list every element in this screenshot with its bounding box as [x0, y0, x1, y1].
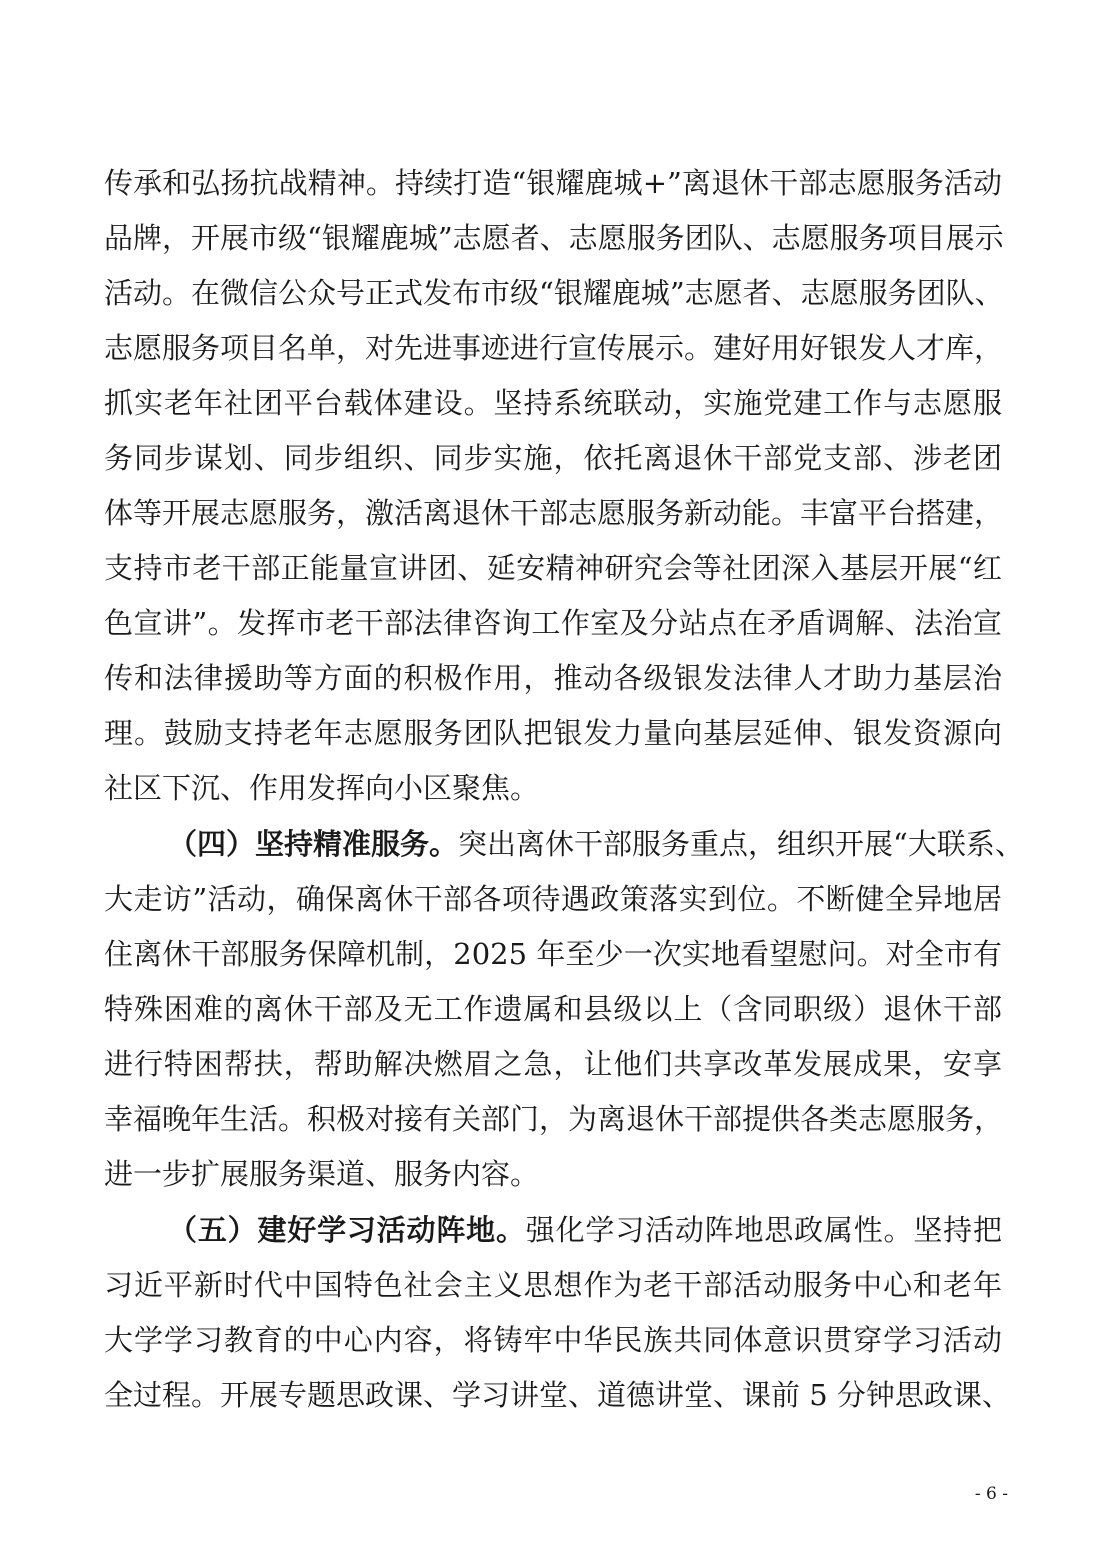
- paragraph-line: 品牌，开展市级“银耀鹿城”志愿者、志愿服务团队、志愿服务项目展示: [104, 221, 1004, 255]
- paragraph-line: 体等开展志愿服务，激活离退休干部志愿服务新动能。丰富平台搭建，: [104, 496, 1004, 530]
- page-number: - 6 -: [974, 1484, 1008, 1504]
- paragraph-line: 社区下沉、作用发挥向小区聚焦。: [104, 771, 540, 805]
- paragraph-line: 习近平新时代中国特色社会主义思想作为老干部活动服务中心和老年: [104, 1268, 1002, 1302]
- paragraph-line: 理。鼓励支持老年志愿服务团队把银发力量向基层延伸、银发资源向: [104, 716, 1002, 750]
- paragraph-line: 传承和弘扬抗战精神。持续打造“银耀鹿城+”离退休干部志愿服务活动: [104, 166, 1002, 200]
- section-5-first-line: [168, 1210, 1002, 1250]
- paragraph-line: 支持市老干部正能量宣讲团、延安精神研究会等社团深入基层开展“红: [104, 551, 1002, 585]
- paragraph-line: 特殊困难的离休干部及无工作遗属和县级以上（含同职级）退休干部: [104, 992, 1002, 1026]
- paragraph-line: 活动。在微信公众号正式发布市级“银耀鹿城”志愿者、志愿服务团队、: [104, 276, 1004, 310]
- paragraph-line: 大走访”活动，确保离休干部各项待遇政策落实到位。不断健全异地居: [104, 882, 1002, 916]
- section-4-first-line-text: 突出离休干部服务重点，组织开展“大联系、: [458, 827, 1024, 861]
- paragraph-line: 进一步扩展服务渠道、服务内容。: [104, 1157, 540, 1191]
- section-4-first-line: [168, 824, 1024, 864]
- section-4-heading: （四）坚持精准服务。: [168, 827, 459, 861]
- paragraph-line: 住离休干部服务保障机制，2025 年至少一次实地看望慰问。对全市有: [104, 937, 1002, 971]
- paragraph-line: 进行特困帮扶，帮助解决燃眉之急，让他们共享改革发展成果，安享: [104, 1047, 1002, 1081]
- paragraph-line: 传和法律援助等方面的积极作用，推动各级银发法律人才助力基层治: [104, 661, 1002, 695]
- paragraph-line: 抓实老年社团平台载体建设。坚持系统联动，实施党建工作与志愿服: [104, 386, 1002, 420]
- section-5-heading: （五）建好学习活动阵地。: [168, 1213, 526, 1247]
- paragraph-line: 幸福晚年生活。积极对接有关部门，为离退休干部提供各类志愿服务，: [104, 1102, 1004, 1136]
- paragraph-line: 务同步谋划、同步组织、同步实施，依托离退休干部党支部、涉老团: [104, 441, 1002, 475]
- paragraph-line: 志愿服务项目名单，对先进事迹进行宣传展示。建好用好银发人才库，: [104, 331, 1004, 365]
- paragraph-line: 大学学习教育的中心内容，将铸牢中华民族共同体意识贯穿学习活动: [104, 1323, 1002, 1357]
- paragraph-line: 全过程。开展专题思政课、学习讲堂、道德讲堂、课前 5 分钟思政课、: [104, 1378, 1011, 1412]
- section-5-first-line-text: 强化学习活动阵地思政属性。坚持把: [525, 1213, 1002, 1247]
- paragraph-line: 色宣讲”。发挥市老干部法律咨询工作室及分站点在矛盾调解、法治宣: [104, 606, 1002, 640]
